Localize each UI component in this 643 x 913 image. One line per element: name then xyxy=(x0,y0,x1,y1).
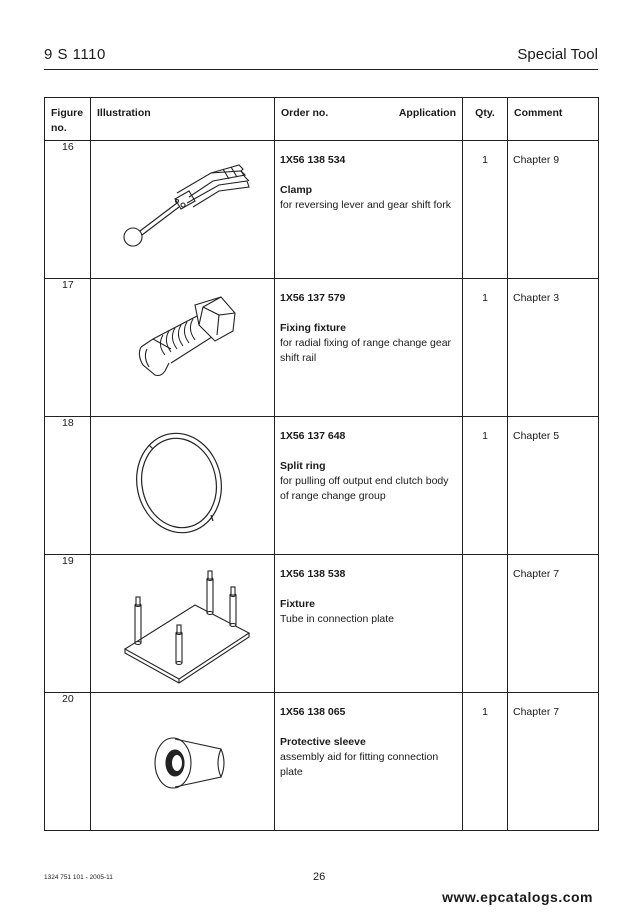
order-cell xyxy=(275,279,463,417)
comment-cell: Chapter 3 xyxy=(508,279,599,417)
tool-application: Tube in connection plate xyxy=(280,613,395,625)
illustration-cell xyxy=(91,417,275,555)
page-title: Special Tool xyxy=(517,46,598,63)
protective-sleeve-icon xyxy=(91,693,275,830)
page-number: 26 xyxy=(313,871,326,883)
order-cell xyxy=(275,417,463,555)
col-header-illustration: Illustration xyxy=(91,98,275,141)
comment-cell: Chapter 9 xyxy=(508,141,599,279)
qty-cell xyxy=(463,555,508,693)
figure-number: 20 xyxy=(45,693,91,831)
tool-name: Split ring xyxy=(280,460,326,472)
tool-name: Clamp xyxy=(280,184,313,196)
table-row xyxy=(45,417,599,555)
tool-application: for radial fixing of range change gear shift rail xyxy=(280,337,452,364)
order-number: 1X56 138 065 xyxy=(280,706,346,718)
qty-cell: 1 xyxy=(463,141,508,279)
order-cell xyxy=(275,693,463,831)
col-header-qty: Qty. xyxy=(463,98,508,141)
qty-cell: 1 xyxy=(463,417,508,555)
order-cell xyxy=(275,555,463,693)
watermark-url[interactable]: www.epcatalogs.com xyxy=(442,889,593,905)
fixing-fixture-icon xyxy=(91,279,275,416)
tool-name: Fixing fixture xyxy=(280,322,346,334)
illustration-cell xyxy=(91,141,275,279)
tool-application: assembly aid for fitting connection plate xyxy=(280,751,439,778)
table-row xyxy=(45,693,599,831)
tool-application: for reversing lever and gear shift fork xyxy=(280,199,451,211)
table-row xyxy=(45,279,599,417)
tool-name: Fixture xyxy=(280,598,316,610)
tool-name: Protective sleeve xyxy=(280,736,366,748)
table-row xyxy=(45,141,599,279)
split-ring-icon xyxy=(91,417,275,554)
order-number: 1X56 137 579 xyxy=(280,292,346,304)
col-header-order-no: Order no. xyxy=(281,107,329,119)
comment-cell: Chapter 7 xyxy=(508,555,599,693)
qty-cell: 1 xyxy=(463,279,508,417)
col-header-comment: Comment xyxy=(508,98,599,141)
table-header-row xyxy=(45,98,599,141)
header-rule xyxy=(44,69,598,70)
order-number: 1X56 137 648 xyxy=(280,430,346,442)
figure-number: 17 xyxy=(45,279,91,417)
col-header-figure: Figure no. xyxy=(45,98,91,141)
illustration-cell xyxy=(91,555,275,693)
qty-cell: 1 xyxy=(463,693,508,831)
document-number: 9 S 1110 xyxy=(44,46,106,63)
table-row xyxy=(45,555,599,693)
comment-cell: Chapter 7 xyxy=(508,693,599,831)
col-header-order xyxy=(275,98,463,141)
special-tool-table xyxy=(44,97,599,831)
col-header-application: Application xyxy=(398,107,456,119)
illustration-cell xyxy=(91,279,275,417)
figure-number: 16 xyxy=(45,141,91,279)
order-number: 1X56 138 538 xyxy=(280,568,346,580)
comment-cell: Chapter 5 xyxy=(508,417,599,555)
fixture-plate-icon xyxy=(91,555,275,692)
order-number: 1X56 138 534 xyxy=(280,154,346,166)
document-reference: 1324 751 101 - 2005-11 xyxy=(44,874,113,881)
order-cell xyxy=(275,141,463,279)
illustration-cell xyxy=(91,693,275,831)
figure-number: 18 xyxy=(45,417,91,555)
figure-number: 19 xyxy=(45,555,91,693)
clamp-icon xyxy=(91,141,275,278)
tool-application: for pulling off output end clutch body of range change group xyxy=(280,475,449,502)
